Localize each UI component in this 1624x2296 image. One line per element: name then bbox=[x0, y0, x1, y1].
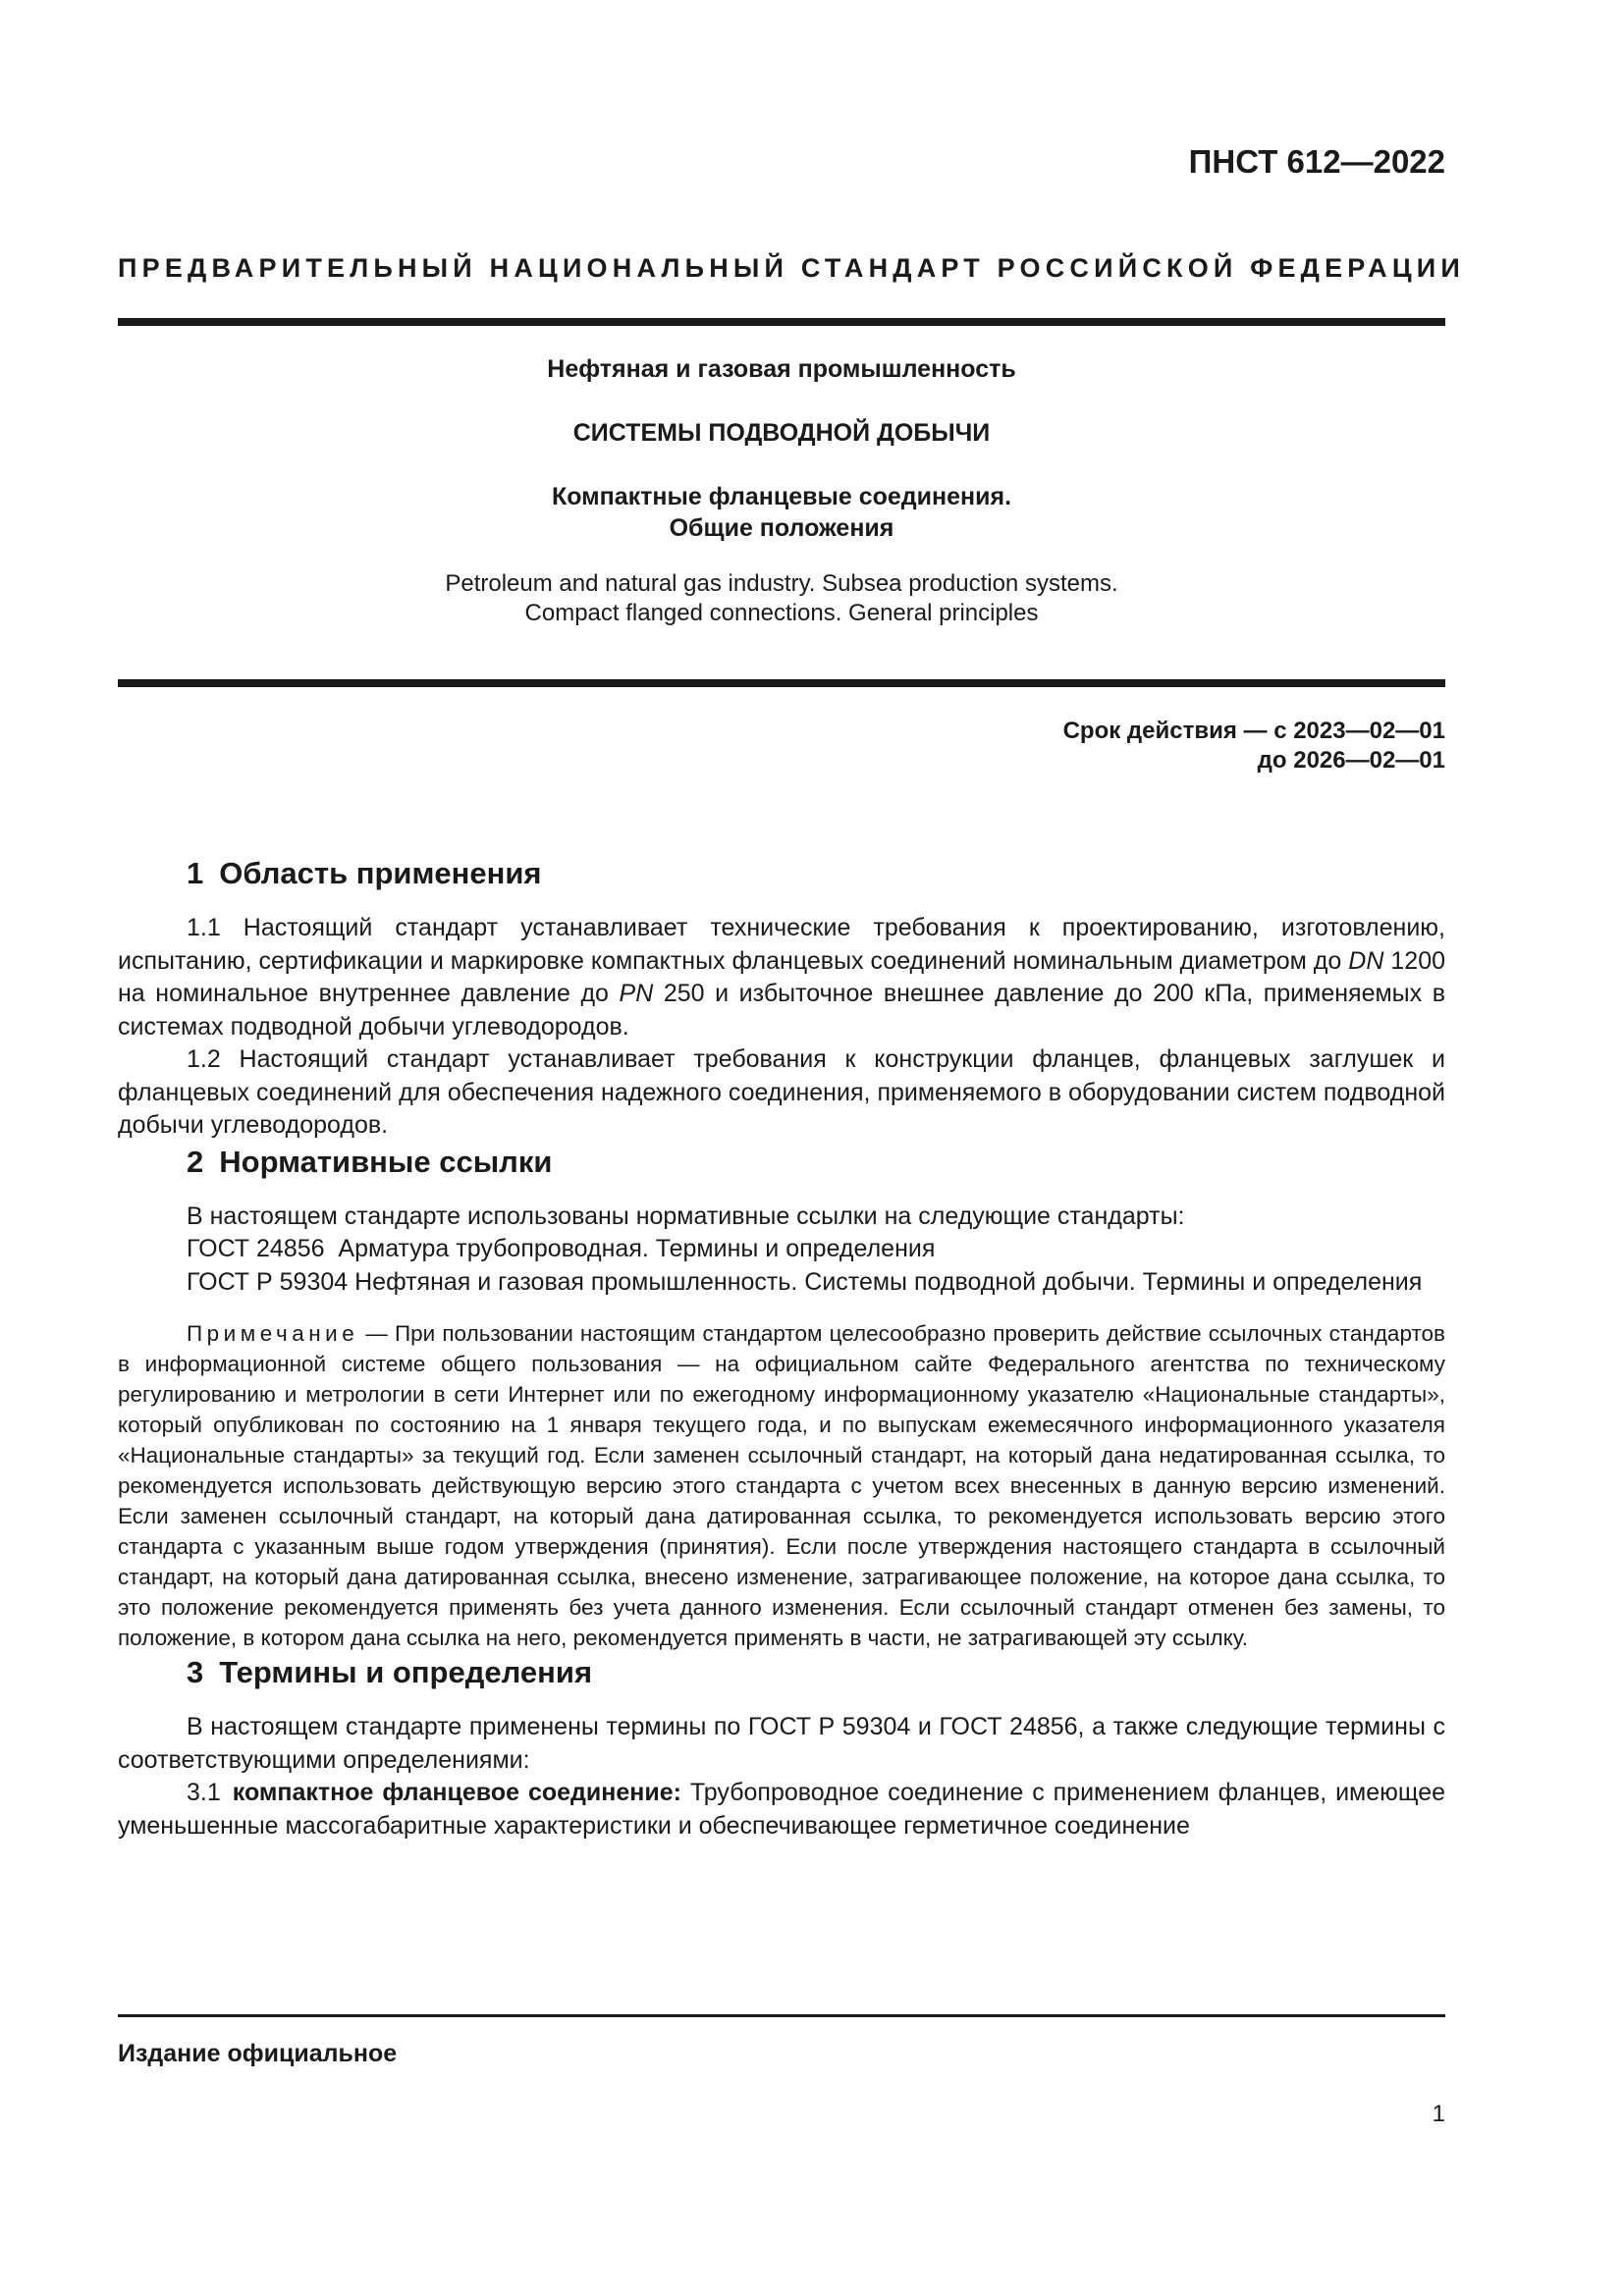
section-3-heading bbox=[118, 1653, 1445, 1692]
document-number: ПНСТ 612—2022 bbox=[1188, 143, 1445, 180]
section-2-heading bbox=[118, 1143, 1445, 1182]
reference-gost-24856: ГОСТ 24856 Арматура трубопроводная. Термины и определения bbox=[187, 1235, 936, 1262]
references-note bbox=[118, 1318, 1445, 1653]
paragraph-1-1 bbox=[118, 912, 1445, 1043]
title-bottom-rule bbox=[118, 679, 1445, 687]
validity-period bbox=[1063, 717, 1445, 775]
paragraph-1-1-text-c: 250 и избыточное внешнее давление до 200 кПа, применяемых в системах подводной добычи углеводородов. bbox=[118, 980, 1445, 1041]
industry-title: Нефтяная и газовая промышленность bbox=[547, 355, 1016, 383]
pn-symbol: PN bbox=[619, 980, 654, 1007]
validity-from: Срок действия — с 2023—02—01 bbox=[1062, 718, 1445, 744]
reference-gost-r-59304: ГОСТ Р 59304 Нефтяная и газовая промышленность. Системы подводной добычи. Термины и определения bbox=[187, 1267, 1423, 1296]
section-1-heading bbox=[118, 854, 1445, 893]
subtitle-line-2: Общие положения bbox=[669, 514, 894, 542]
note-text: — При пользовании настоящим стандартом целесообразно проверить действие ссылочных стандартов в информационной системе общего пользования — на официальном сайте Федерального агентства по техническому регулированию и метрологии в сети Интернет или по ежегодному информационному указателю «Национальные стандарты», который опубликован по состоянию на 1 января текущего года, и по выпускам ежемесячного информационного указателя «Национальные стандарты» за текущий год. Если заменен ссылочный стандарт, на который дана недатированная ссылка, то рекомендуется использовать действующую версию этого стандарта с учетом всех внесенных в данную версию изменений. Если заменен ссылочный стандарт, на который дана датированная ссылка, то рекомендуется использовать версию этого стандарта с указанным выше годом утверждения (принятия). Если после утверждения настоящего стандарта в ссылочный стандарт, на который дана датированная ссылка, внесено изменение, затрагивающее положение, на которое дана ссылка, то это положение рекомендуется применять без учета данного изменения. Если ссылочный стандарт отменен без замены, то положение, в котором дана ссылка на него, рекомендуется применять в части, не затрагивающей эту ссылку. bbox=[118, 1321, 1445, 1650]
english-title-line-1: Petroleum and natural gas industry. Subsea production systems. bbox=[445, 570, 1118, 597]
note-label: Примечание bbox=[187, 1321, 359, 1346]
system-title: СИСТЕМЫ ПОДВОДНОЙ ДОБЫЧИ bbox=[572, 419, 991, 447]
document-body bbox=[118, 854, 1445, 1842]
term-3-1-number: 3.1 bbox=[187, 1779, 221, 1806]
page-number: 1 bbox=[1432, 2101, 1445, 2127]
terms-intro: В настоящем стандарте применены термины по ГОСТ Р 59304 и ГОСТ 24856, а также следующие термины с соответствующими определениями: bbox=[118, 1713, 1445, 1774]
edition-label: Издание официальное bbox=[118, 2040, 398, 2067]
section-1-number: 1 bbox=[187, 856, 204, 890]
section-1-body bbox=[118, 912, 1445, 1143]
english-title-line-2: Compact flanged connections. General principles bbox=[524, 600, 1039, 626]
top-rule bbox=[118, 318, 1445, 326]
paragraph-1-1-text-a: 1.1 Настоящий стандарт устанавливает технические требования к проектированию, изготовлению, испытанию, сертификации и маркировке компактных фланцевых соединений номинальным диаметром до bbox=[118, 914, 1445, 975]
section-3-number: 3 bbox=[187, 1655, 204, 1689]
english-title bbox=[118, 569, 1445, 628]
section-2-body bbox=[118, 1201, 1445, 1654]
title-block bbox=[118, 353, 1445, 628]
series-title: ПРЕДВАРИТЕЛЬНЫЙ НАЦИОНАЛЬНЫЙ СТАНДАРТ РОССИЙСКОЙ ФЕДЕРАЦИИ bbox=[118, 253, 1465, 283]
section-2-title: Нормативные ссылки bbox=[219, 1144, 553, 1179]
subtitle bbox=[118, 481, 1445, 544]
dn-symbol: DN bbox=[1348, 946, 1384, 975]
document-page bbox=[118, 0, 1465, 2296]
paragraph-1-2: 1.2 Настоящий стандарт устанавливает требования к конструкции фланцев, фланцевых заглушек и фланцевых соединений для обеспечения надежного соединения, применяемого в оборудовании систем подводной добычи углеводородов. bbox=[118, 1045, 1445, 1139]
term-3-1-definition: Трубопроводное соединение с применением фланцев, имеющее уменьшенные массогабаритные характеристики и обеспечивающее герметичное соединение bbox=[118, 1779, 1445, 1840]
term-3-1 bbox=[118, 1777, 1445, 1842]
footer-rule bbox=[118, 2014, 1445, 2017]
subtitle-line-1: Компактные фланцевые соединения. bbox=[551, 483, 1012, 510]
references-intro: В настоящем стандарте использованы нормативные ссылки на следующие стандарты: bbox=[187, 1201, 1185, 1230]
paragraph-1-1-text-b: 1200 на номинальное внутреннее давление до bbox=[118, 946, 1446, 1007]
section-1-title: Область применения bbox=[219, 856, 542, 890]
validity-to: до 2026—02—01 bbox=[1257, 747, 1445, 774]
section-3-title: Термины и определения bbox=[219, 1655, 593, 1689]
term-3-1-name: компактное фланцевое соединение: bbox=[232, 1779, 681, 1806]
section-3-body bbox=[118, 1711, 1445, 1842]
section-2-number: 2 bbox=[187, 1144, 204, 1179]
